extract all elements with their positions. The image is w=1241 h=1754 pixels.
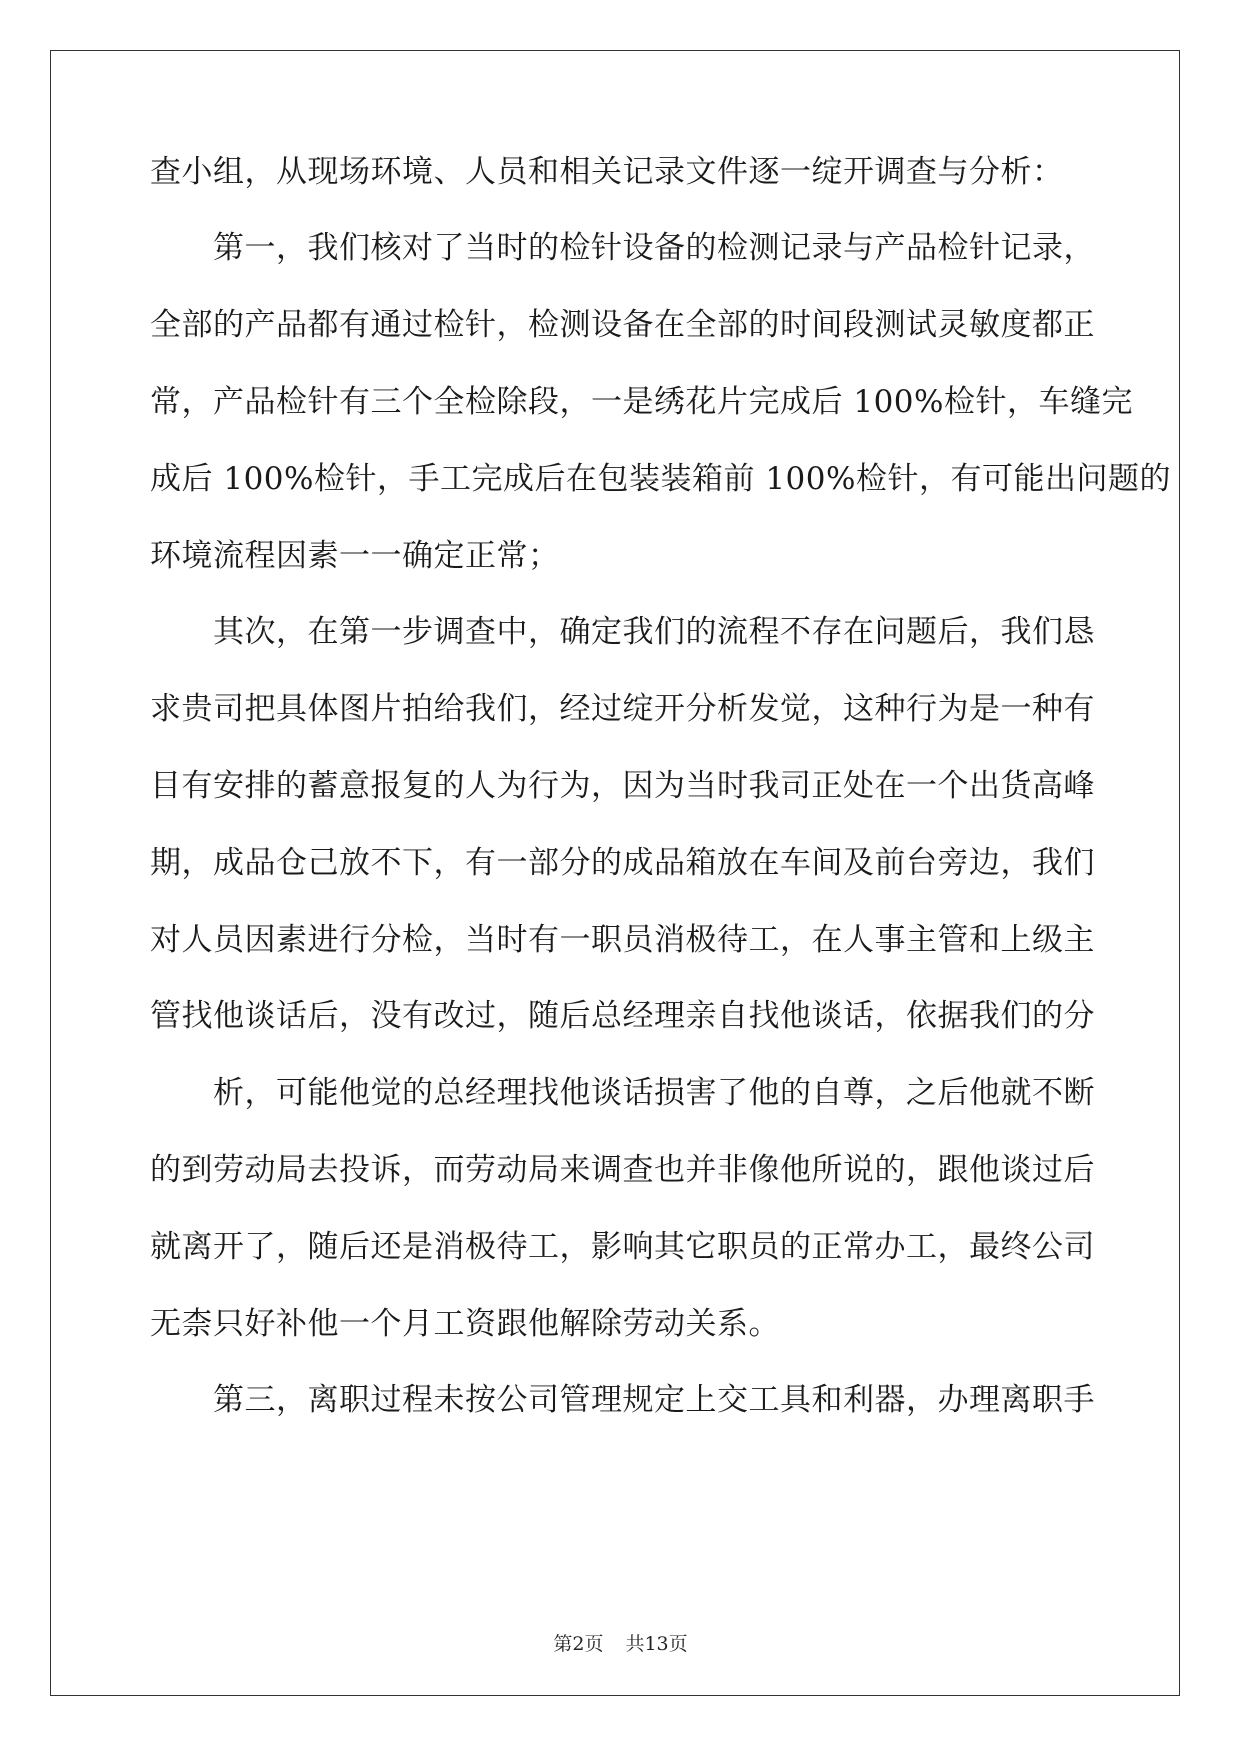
text-line: 全部的产品都有通过检针，检测设备在全部的时间段测试灵敏度都正 <box>150 307 1095 343</box>
text-line: 查小组，从现场环境、人员和相关记录文件逐一绽开调查与分析： <box>150 154 1064 190</box>
text-line: 求贵司把具体图片拍给我们，经过绽开分析发觉，这种行为是一种有 <box>150 691 1095 727</box>
text-line: 对人员因素进行分检，当时有一职员消极待工，在人事主管和上级主 <box>150 922 1095 958</box>
page-total: 共13页 <box>625 1633 688 1655</box>
text-line: 的到劳动局去投诉，而劳动局来调查也并非像他所说的，跟他谈过后 <box>150 1152 1095 1188</box>
text-line: 析，可能他觉的总经理找他谈话损害了他的自尊，之后他就不断 <box>150 1075 1095 1111</box>
text-line: 就离开了，随后还是消极待工，影响其它职员的正常办工，最终公司 <box>150 1229 1095 1265</box>
text-line: 成后 100%检针，手工完成后在包装装箱前 100%检针，有可能出问题的 <box>150 461 1171 497</box>
text-line: 管找他谈话后，没有改过，随后总经理亲自找他谈话，依据我们的分 <box>150 998 1095 1034</box>
text-line: 目有安排的蓄意报复的人为行为，因为当时我司正处在一个出货高峰 <box>150 768 1095 804</box>
text-line: 期，成品仓己放不下，有一部分的成品箱放在车间及前台旁边，我们 <box>150 845 1095 881</box>
page-footer <box>0 1632 1241 1656</box>
text-line: 其次，在第一步调查中，确定我们的流程不存在问题后，我们恳 <box>150 614 1095 650</box>
text-line: 常，产品检针有三个全检除段，一是绣花片完成后 100%检针，车缝完 <box>150 384 1133 420</box>
page-number: 第2页 <box>553 1633 604 1655</box>
text-line: 环境流程因素一一确定正常； <box>150 538 560 574</box>
text-line: 第一，我们核对了当时的检针设备的检测记录与产品检针记录， <box>150 230 1095 266</box>
text-line: 第三，离职过程未按公司管理规定上交工具和利器，办理离职手 <box>150 1382 1095 1418</box>
text-line: 无柰只好补他一个月工资跟他解除劳动关系。 <box>150 1306 780 1342</box>
